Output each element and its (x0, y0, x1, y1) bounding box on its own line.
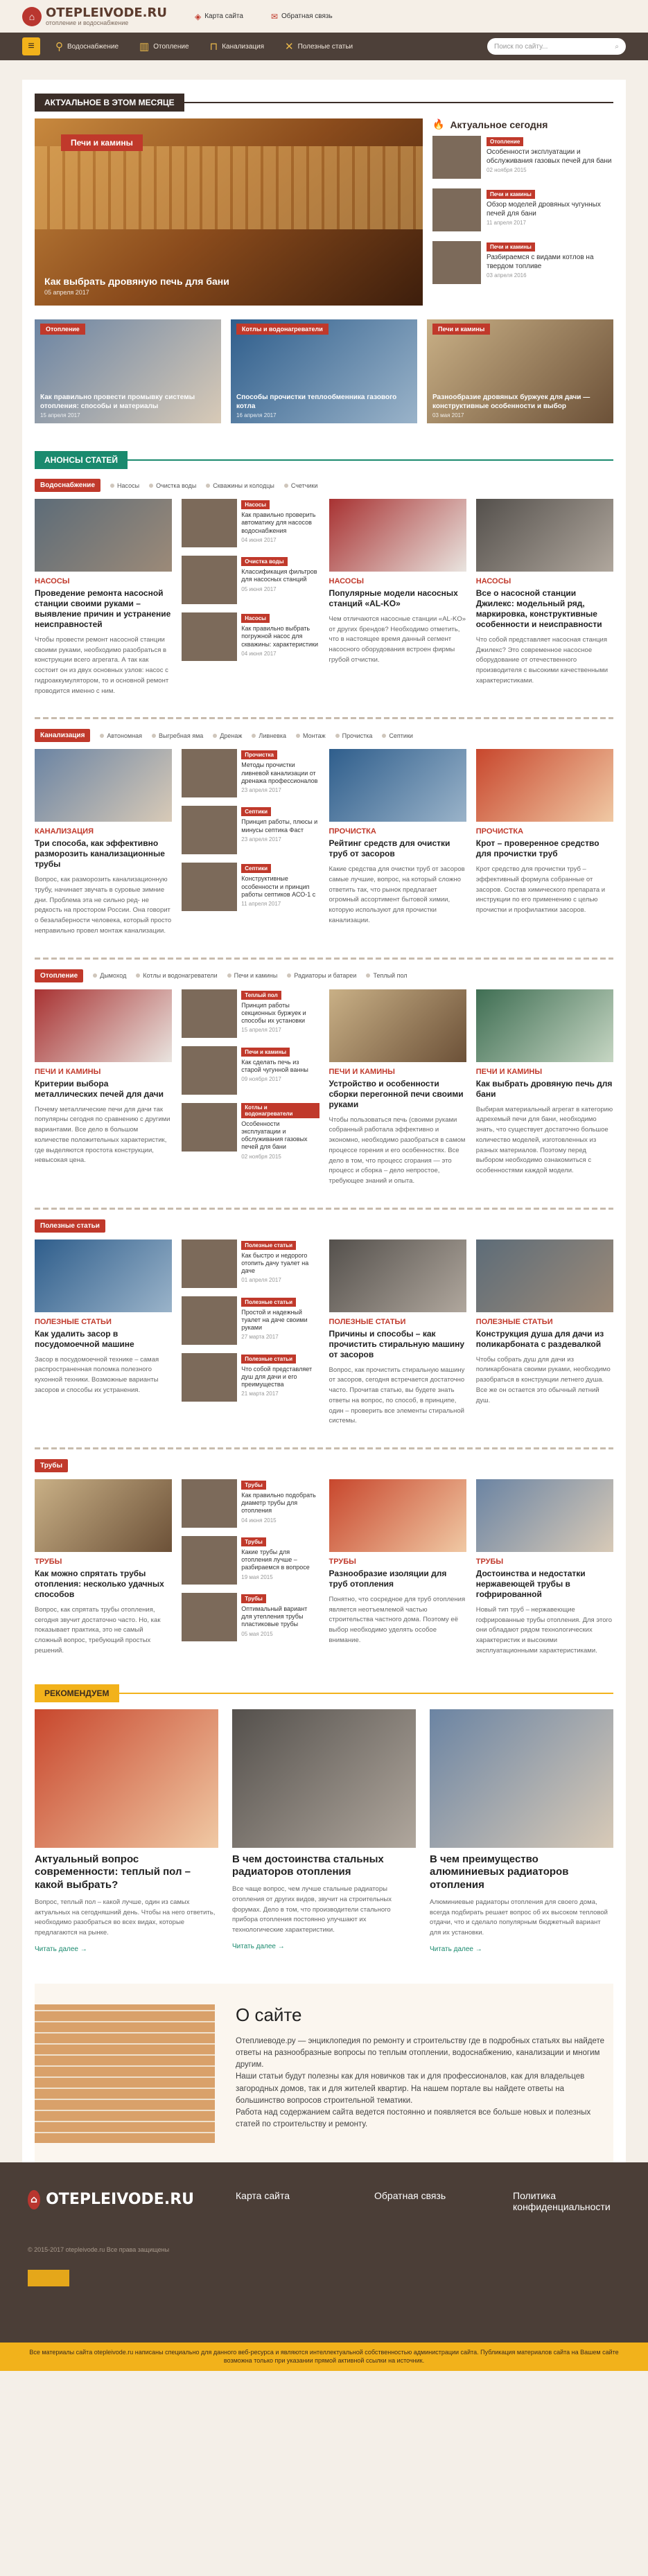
article-card[interactable]: НАСОСЫ Популярные модели насосных станций «AL-KO» Чем отличаются насосные станции «AL-KO» от других брендов? Необходимо отметить, что в настоящее время данный сегмент насосного оборудования встроен фирмы грубой отчистки. (329, 499, 466, 696)
subcategory-link[interactable]: Автономная (100, 732, 142, 739)
subcategory-link[interactable]: Дренаж (213, 732, 242, 739)
subcategory-link[interactable]: Радиаторы и батареи (287, 972, 356, 979)
sitemap-link[interactable]: ◈ Карта сайта (195, 11, 243, 21)
page-content (22, 80, 626, 2162)
recommend-card[interactable]: В чем достоинства стальных радиаторов отопления Все чаще вопрос, чем лучше стальные радиаторы отопления от других видов, звучит на строительных форумах. Дело в том, что производители стального прибора отопления постоянно улучшают их технологические характеристики. Читать далее → (232, 1709, 416, 1953)
counter-badge (28, 2270, 69, 2286)
actual-today-title: Актуальное сегодня (450, 118, 548, 130)
category-row (22, 479, 626, 492)
mini-list (182, 989, 319, 1187)
list-item[interactable]: Отопление Особенности эксплуатации и обслуживания газовых печей для бани 02 ноября 2015 (432, 136, 613, 179)
actual-month-header (22, 94, 626, 112)
article-card[interactable]: ПЕЧИ И КАМИНЫ Как выбрать дровяную печь для бани Выбирая материальный агрегат в категорию адрехемый печи для бани, необходимо знать, что существует достаточно большое количество моделей, изготовленных из разных материалов. Поэтому перед выбором необходимо ознакомиться с особенностями каждой модели. (476, 989, 613, 1187)
nav-item-useful[interactable]: ✕ Полезные статьи (285, 41, 353, 53)
subcategory-link[interactable]: Счетчики (284, 482, 318, 489)
article-card[interactable]: ПРОЧИСТКА Рейтинг средств для очистки труб от засоров Какие средства для очистки труб от засоров самые лучшие, вопрос, на который сложно ответить так, что рынок предлагает огромный ассортимент бытовой химии, которую используют для прочистки канализации. (329, 749, 466, 936)
category-tag[interactable]: Полезные статьи (35, 1219, 105, 1233)
category-tag[interactable]: Канализация (35, 729, 90, 742)
list-item[interactable]: Трубы Какие трубы для отопления лучше – разбираемся в вопросе 19 мая 2015 (182, 1536, 319, 1585)
article-card[interactable]: НАСОСЫ Проведение ремонта насосной станции своими руками – выявление причин и устранение неисправностей Чтобы провести ремонт насосной станции своими руками, необходимо разобраться в конструкции всего агрегата. А так как состоит он из двух основных узлов: насос с гидроаккумулятором, то и основной ремонт проводится именно с ним. (35, 499, 172, 696)
recommend-header (22, 1684, 626, 1702)
subcategory-link[interactable]: Дымоход (93, 972, 126, 979)
list-item[interactable]: Насосы Как правильно выбрать погружной насос для скважины: характеристики 04 июня 2017 (182, 612, 319, 661)
top-bar (0, 0, 648, 33)
section-title: АНОНСЫ СТАТЕЙ (35, 451, 128, 469)
read-more-link[interactable]: Читать далее → (232, 1942, 285, 1950)
article-card[interactable]: НАСОСЫ Все о насосной станции Джилекс: модельный ряд, маркировка, конструктивные особенности и неисправности Что собой представляет насосная станция Джилекс? Это современное насосное оборудование от отечественного производителя с высокими качественными характеристиками. (476, 499, 613, 696)
list-item[interactable]: Печи и камины Разбираемся с видами котлов на твердом топливе 03 апреля 2016 (432, 241, 613, 284)
category-section (22, 958, 626, 1187)
article-card[interactable]: ПОЛЕЗНЫЕ СТАТЬИ Причины и способы – как прочистить стиральную машину от засоров Вопрос, как прочистить стиральную машину от засоров, сегодня встречается достаточно часто. Прочитав статью, вы будете знать ответы на вопрос, по способ, в принципе, один – проверить все элементы стиральной системы. (329, 1240, 466, 1427)
article-card[interactable]: Котлы и водонагреватели Способы прочистки теплообменника газового котла 16 апреля 2017 (231, 319, 417, 423)
about-title: О сайте (236, 2004, 302, 2025)
category-row (22, 1219, 626, 1233)
list-item[interactable]: Печи и камины Как сделать печь из старой чугунной ванны 09 ноября 2017 (182, 1046, 319, 1095)
subcategory-link[interactable]: Очистка воды (149, 482, 196, 489)
section-title: РЕКОМЕНДУЕМ (35, 1684, 119, 1702)
category-section (22, 479, 626, 696)
mini-list (182, 1479, 319, 1657)
announce-header (22, 451, 626, 469)
list-item[interactable]: Теплый пол Принцип работы секционных буржуек и способы их установки 15 апреля 2017 (182, 989, 319, 1038)
nav-item-water[interactable]: ⚲ Водоснабжение (55, 41, 119, 53)
category-row (22, 1459, 626, 1472)
mini-list (182, 1240, 319, 1427)
recommend-card[interactable]: Актуальный вопрос современности: теплый пол – какой выбрать? Вопрос, теплый пол – какой лучше, один из самых актуальных на сегодняшний день. Чтобы на него ответить, необходимо разобраться во всех видах, которые предлагаются на рынке. Читать далее → (35, 1709, 218, 1953)
article-card[interactable]: ТРУБЫ Достоинства и недостатки нержавеющей трубы в гофрированной Новый тип труб – нержавеющие гофрированные трубы отопления. Для этого они обладают рядом технологических характеристик и высокими эксплуатационными характеристиками. (476, 1479, 613, 1657)
menu-burger-button[interactable]: ≡ (22, 37, 40, 55)
list-item[interactable]: Насосы Как правильно проверить автоматику для насосов водоснабжения 04 июня 2017 (182, 499, 319, 547)
article-card[interactable]: КАНАЛИЗАЦИЯ Три способа, как эффективно разморозить канализационные трубы Вопрос, как разморозить канализационную трубу, начинает звучать в суровые зимние дни. Проблема эта не сильно ред- не редкость на простором России. Она говорит о безалаберности человека, который просто неправильно провел монтаж канализации. (35, 749, 172, 936)
category-section (22, 1208, 626, 1427)
list-item[interactable]: Полезные статьи Что собой представляет душ для дачи и его преимущества 21 марта 2017 (182, 1353, 319, 1402)
list-item[interactable]: Прочистка Методы прочистки ливневой канализации от дренажа профессионалов 23 апреля 2017 (182, 749, 319, 797)
footer (0, 2162, 648, 2343)
faucet-icon: ⚲ (55, 41, 63, 53)
footer-sitemap-link[interactable]: Карта сайта (236, 2189, 290, 2201)
featured-title[interactable]: Как выбрать дровяную печь для бани (44, 276, 229, 287)
article-card[interactable]: ПЕЧИ И КАМИНЫ Критерии выбора металлических печей для дачи Почему металлические печи для дачи так популярны сегодня по сравнению с другими вариантами. Все дело в большом количестве положительных характеристик, где выделяются простота конструкции, невысокая цена. (35, 989, 172, 1187)
featured-date: 05 апреля 2017 (44, 289, 89, 296)
flame-icon: 🔥 (432, 118, 445, 130)
bricklayer-image (35, 2004, 215, 2143)
subcategory-link[interactable]: Теплый пол (366, 972, 407, 979)
featured-article[interactable] (35, 118, 423, 306)
search-input[interactable]: Поиск по сайту... ⌕ (487, 38, 626, 55)
mini-list (182, 749, 319, 936)
read-more-link[interactable]: Читать далее → (430, 1945, 482, 1953)
list-item[interactable]: Полезные статьи Простой и надежный туалет на даче своими руками 27 марта 2017 (182, 1296, 319, 1345)
article-card[interactable]: ПРОЧИСТКА Крот – проверенное средство для прочистки труб Крот средство для прочистки труб – эффективный формула собранные от засоров. Состав химического препарата и инструкции по его применению с целью прочистки и профилактики засоров. (476, 749, 613, 936)
subcategory-link[interactable]: Выгребная яма (152, 732, 203, 739)
category-tag[interactable]: Водоснабжение (35, 479, 100, 492)
logo-subtitle: отопление и водоснабжение (46, 19, 129, 26)
subcategory-link[interactable]: Монтаж (296, 732, 326, 739)
category-section (22, 1447, 626, 1657)
pipe-icon: ⊓ (209, 41, 218, 53)
feedback-icon: ✉ (270, 11, 279, 21)
radiator-icon: ▥ (139, 41, 150, 53)
article-card[interactable]: ПОЛЕЗНЫЕ СТАТЬИ Конструкция душа для дачи из поликарбоната с раздевалкой Чтобы собрать душ для дачи из поликарбоната своими руками, необходимо разобраться в конструкции летнего душа. Все же он остается это обычный летний душ. (476, 1240, 613, 1427)
read-more-link[interactable]: Читать далее → (35, 1945, 87, 1953)
site-logo[interactable] (22, 7, 167, 26)
search-icon[interactable]: ⌕ (615, 42, 619, 51)
article-card[interactable]: Печи и камины Разнообразие дровяных буржуек для дачи — конструктивные особенности и выбор 03 мая 2017 (427, 319, 613, 423)
list-item[interactable]: Полезные статьи Как быстро и недорого отопить дачу туалет на даче 01 апреля 2017 (182, 1240, 319, 1288)
featured-tag[interactable]: Печи и камины (61, 134, 143, 151)
about-block: О сайте Отеплиеводе.ру — энциклопедия по ремонту и строительству где в подробных статьях вы найдете ответы на разнообразные вопросы по теплым отоплении, водоснабжению, канализации и многим другим. Наши статьи будут полезны как для новичков так и для профессионалов, как для владельцев загородных домов, так и для жителей квартир. На нашем портале вы найдете ответы на большинство вопросов строительной тематики. Работа над содержанием сайта ведется постоянно и появляется все больше новых и полезных статей по строительству и ремонту. (35, 1984, 613, 2162)
bottom-notice: Все материалы сайта otepleivode.ru написаны специально для данного веб-ресурса и являются интеллектуальной собственностью администрации сайта. Публикация материалов сайта на Вашем сайте возможна только при указании прямой активной ссылки на источник. (0, 2343, 648, 2371)
article-card[interactable]: ТРУБЫ Разнообразие изоляции для труб отопления Понятно, что сосредное для труб отопления является неотъемлемой частью строительства частного дома. Поэтому её выбор необходимо уделять особое внимание. (329, 1479, 466, 1657)
tools-icon: ✕ (285, 41, 294, 53)
category-tag[interactable]: Трубы (35, 1459, 68, 1472)
list-item[interactable]: Трубы Оптимальный вариант для утепления трубы пластиковые трубы 05 мая 2015 (182, 1593, 319, 1641)
footer-feedback-link[interactable]: Обратная связь (374, 2189, 446, 2201)
logo-text: OTEPLEIVODE.RU (46, 5, 167, 20)
main-nav (0, 33, 648, 60)
article-card[interactable]: ПЕЧИ И КАМИНЫ Устройство и особенности сборки перегонной печи своими руками Чтобы пользоваться печь (своими руками собранный работала эффективно и экономно, необходимо разобраться в самом процессе горения и его особенностях. Все дело в том, что процесс сгорания — это процесс и сборка – дело непростое, требующее знаний и опыта. (329, 989, 466, 1187)
footer-logo[interactable]: ⌂ OTEPLEIVODE.RU (28, 2190, 194, 2209)
category-section (22, 717, 626, 936)
recommend-card[interactable]: В чем преимущество алюминиевых радиаторов отопления Алюминиевые радиаторы отопления для своего дома, всегда подбирать решает вопрос об их высоком тепловой отдачи, что и сделало популярным бюджетный вариант для их установки. Читать далее → (430, 1709, 613, 1953)
mini-list (182, 499, 319, 696)
category-tag[interactable]: Отопление (35, 969, 83, 982)
article-card[interactable]: ПОЛЕЗНЫЕ СТАТЬИ Как удалить засор в посудомоечной машине Засор в посудомоечной технике – самая распространенная поломка полезного кухонной техники. Возможные варианты засоров и способы их устранения. (35, 1240, 172, 1427)
feedback-link[interactable]: ✉ Обратная связь (270, 11, 333, 21)
subcategory-link[interactable]: Прочистка (335, 732, 373, 739)
subcategory-link[interactable]: Насосы (110, 482, 139, 489)
list-item[interactable]: Котлы и водонагреватели Особенности эксплуатации и обслуживания газовых печей для бани 02 ноября 2015 (182, 1103, 319, 1160)
subcategory-link[interactable]: Скважины и колодцы (206, 482, 274, 489)
article-card[interactable]: ТРУБЫ Как можно спрятать трубы отопления: несколько удачных способов Вопрос, как спрятать трубы отопления, сегодня звучит достаточно часто. Но, как показывает практика, это не самый сложный вопрос, требующий простых решений. (35, 1479, 172, 1657)
category-row (22, 729, 626, 742)
list-item[interactable]: Септики Принцип работы, плюсы и минусы септика Фаст 23 апреля 2017 (182, 806, 319, 854)
subcategory-link[interactable]: Септики (382, 732, 413, 739)
sitemap-icon: ◈ (195, 11, 202, 21)
subcategory-link[interactable]: Котлы и водонагреватели (136, 972, 217, 979)
list-item[interactable]: Септики Конструктивные особенности и принцип работы септиков АСО-1 с 11 апреля 2017 (182, 863, 319, 911)
logo-house-icon: ⌂ (22, 7, 42, 26)
actual-today (432, 118, 613, 306)
list-item[interactable]: Трубы Как правильно подобрать диаметр трубы для отопления 04 июня 2015 (182, 1479, 319, 1528)
subcategory-link[interactable]: Ливневка (252, 732, 286, 739)
list-item[interactable]: Печи и камины Обзор моделей дровяных чугунных печей для бани 11 апреля 2017 (432, 188, 613, 231)
footer-privacy-link[interactable]: Политика конфиденциальности (513, 2189, 611, 2212)
article-card[interactable]: Отопление Как правильно провести промывку системы отопления: способы и материалы 15 апреля 2017 (35, 319, 221, 423)
copyright: © 2015-2017 otepleivode.ru Все права защищены (28, 2246, 170, 2253)
nav-item-sewer[interactable]: ⊓ Канализация (209, 41, 265, 53)
list-item[interactable]: Очистка воды Классификация фильтров для насосных станций 05 июня 2017 (182, 556, 319, 604)
nav-item-heating[interactable]: ▥ Отопление (139, 41, 189, 53)
category-row (22, 969, 626, 982)
section-title: АКТУАЛЬНОЕ В ЭТОМ МЕСЯЦЕ (35, 94, 184, 112)
subcategory-link[interactable]: Печи и камины (227, 972, 278, 979)
logo-house-icon: ⌂ (28, 2190, 40, 2209)
